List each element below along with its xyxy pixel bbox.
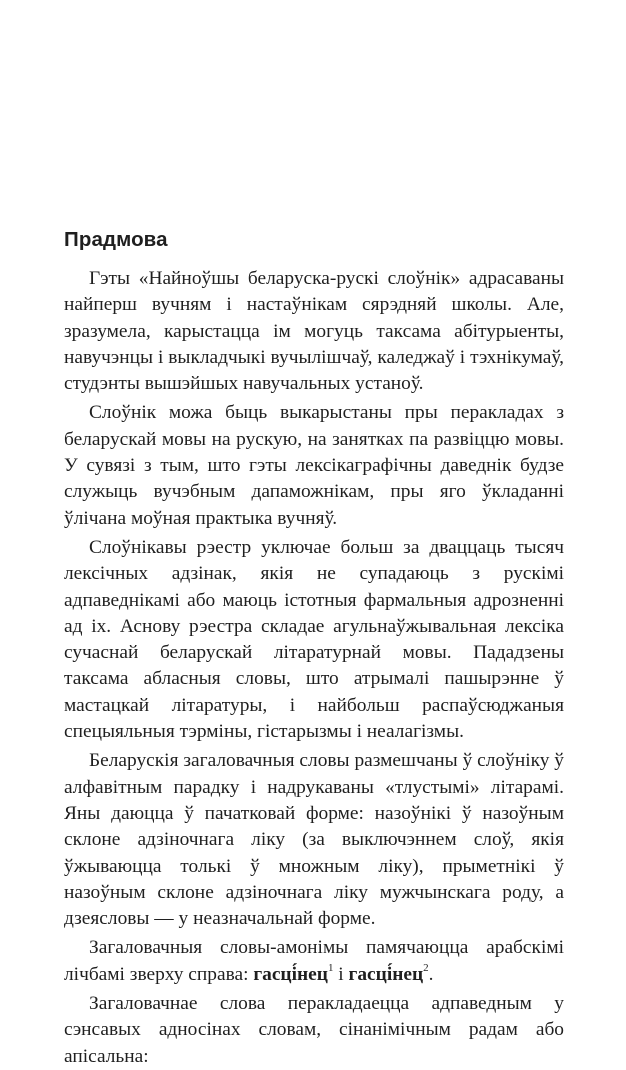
paragraph-intro: Гэты «Найноўшы беларуска-рускі слоўнік» адрасаваны найперш вучням і настаўнікам сярэдняй школы. Але, зразумела, карыстацца ім могуць таксама абітурыенты, навучэнцы і выкладчыкі вучылішчаў, каледжаў і тэхнікумаў, студэнты вышэйшых навучальных устаноў.	[64, 268, 564, 395]
paragraph-translation: Загаловачнае слова перакладаецца адпаведным у сэнсавых адносінах словам, сінанімічным радам або апісальна:	[64, 993, 564, 1067]
homonym-example-1: гасці́нец	[253, 963, 328, 985]
paragraph-register: Слоўнікавы рэестр уключае больш за дваццаць тысяч лексічных адзінак, якія не супадаюць з рускімі адпаведнікамі або маюць істотныя фармальныя адрозненні ад іх. Аснову рэестра складае агульнаўжывальная лексіка сучаснай беларускай літаратурнай мовы. Пададзены таксама абласныя словы, што атрымалі пашырэнне ў мастацкай літаратуры, і найбольш распаўсюджаныя спецыяльныя тэрміны, гістарызмы і неалагізмы.	[64, 536, 564, 743]
homonyms-text: Загаловачныя словы-амонімы памячаюцца арабскімі лічбамі зверху справа:	[64, 937, 564, 985]
page-content	[64, 226, 564, 1070]
homonym-index-1: 1	[327, 962, 334, 975]
homonyms-connector: і	[333, 963, 349, 985]
paragraph-usage: Слоўнік можа быць выкарыстаны пры перакладах з беларускай мовы на рускую, на занятках па развіццю мовы. У сувязі з тым, што гэты лексікаграфічны даведнік будзе служыць вучэбным дапаможнікам, пры яго ўкладанні ўлічана моўная практыка вучняў.	[64, 402, 564, 529]
homonym-example-2: гасці́нец	[348, 963, 424, 985]
page-title: Прадмова	[64, 228, 168, 251]
homonym-index-2: 2	[423, 962, 429, 975]
homonyms-end: .	[428, 963, 434, 985]
paragraph-headwords: Беларускія загаловачныя словы размешчаны ў слоўніку ў алфавітным парадку і надрукаваны «тлустымі» літарамі. Яны даюцца ў пачатковай форме: назоўнікі ў назоўным склоне адзіночнага ліку (за выключэннем слоў, якія ўжываюцца толькі ў множным ліку), прыметнікі ў назоўным склоне адзіночнага ліку мужчынскага роду, а дзеясловы — у неазначальнай форме.	[64, 750, 564, 930]
paragraph-homonyms	[64, 935, 564, 988]
